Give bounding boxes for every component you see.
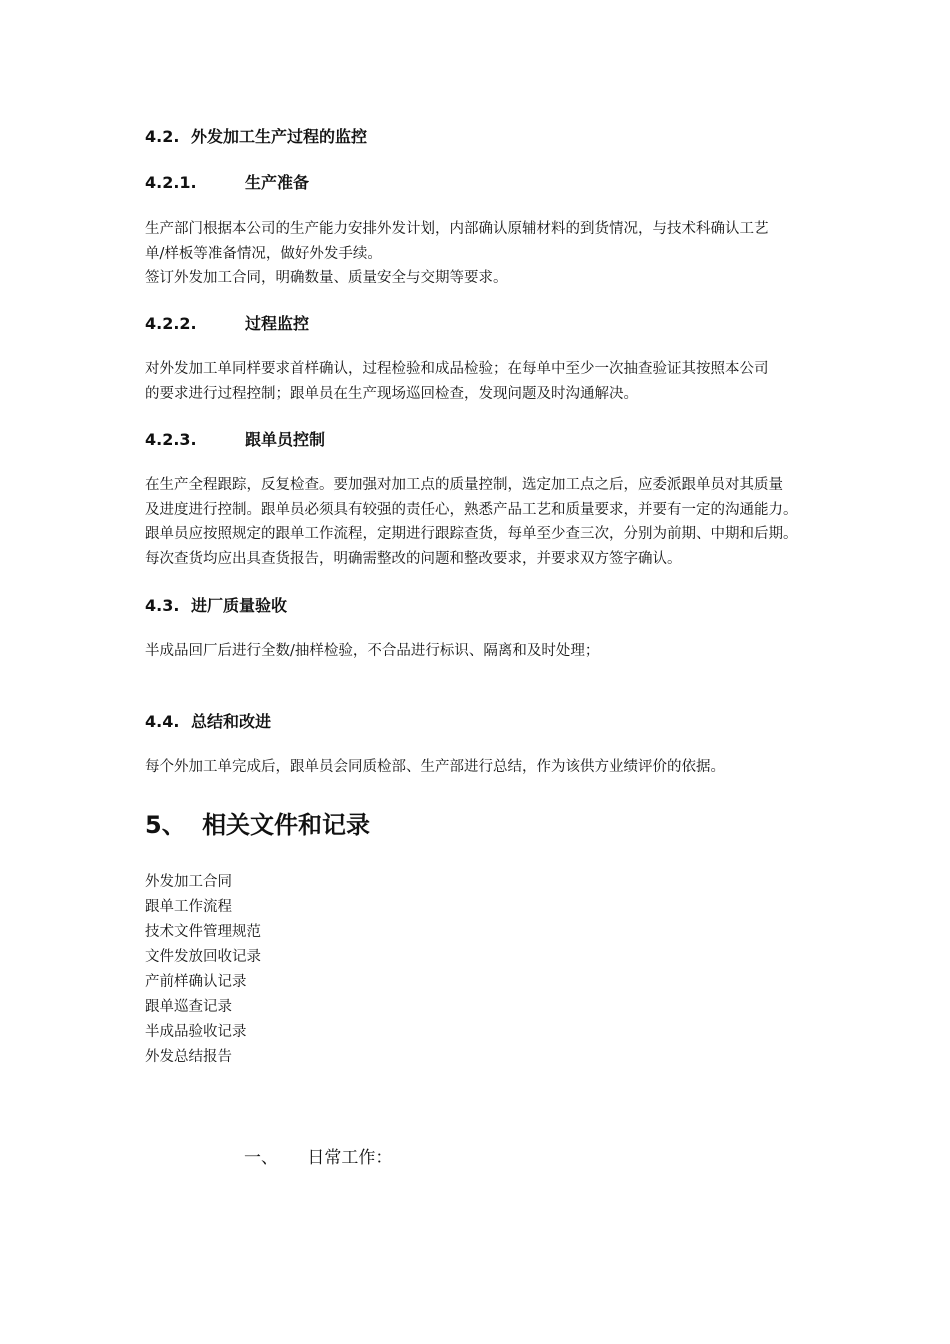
heading-title: 日常工作：: [307, 1148, 393, 1168]
paragraph-line: 及进度进行控制。跟单员必须具有较强的责任心，熟悉产品工艺和质量要求，并要有一定的沟通能力。: [145, 501, 798, 518]
heading-4-2-1: [145, 173, 309, 193]
heading-number: 4.2.2.: [145, 314, 197, 333]
paragraph-line: 跟单员应按照规定的跟单工作流程，定期进行跟踪查货，每单至少查三次，分别为前期、中期和后期。: [145, 526, 798, 542]
heading-title: 总结和改进: [191, 712, 272, 731]
heading-title: 外发加工生产过程的监控: [191, 127, 368, 146]
heading-title: 进厂质量验收: [191, 596, 288, 615]
heading-daily-work: [244, 1147, 392, 1169]
heading-4-2-3: [145, 430, 325, 450]
paragraph-line: 签订外发加工合同，明确数量、质量安全与交期等要求。: [145, 270, 508, 286]
heading-number: 4.3.: [145, 596, 180, 615]
paragraph-line: 生产部门根据本公司的生产能力安排外发计划，内部确认原辅材料的到货情况，与技术科确认工艺: [145, 221, 769, 237]
heading-number: 4.4.: [145, 712, 180, 731]
heading-number: 4.2.3.: [145, 430, 197, 449]
heading-title: 过程监控: [245, 314, 310, 333]
paragraph-line: 每次查货均应出具查货报告，明确需整改的问题和整改要求，并要求双方签字确认。: [145, 550, 682, 567]
paragraph-4-3: [145, 639, 885, 664]
list-item: 产前样确认记录: [145, 974, 247, 990]
heading-4-3: [145, 596, 287, 616]
heading-4-2-2: [145, 314, 309, 334]
heading-4-2: [145, 127, 367, 147]
paragraph-4-2-2: [145, 357, 885, 406]
paragraph-4-2-3: [145, 473, 885, 571]
paragraph-line: 半成品回厂后进行全数/抽样检验，不合品进行标识、隔离和及时处理；: [145, 643, 600, 659]
paragraph-4-2-1: [145, 217, 885, 291]
paragraph-line: 每个外加工单完成后，跟单员会同质检部、生产部进行总结，作为该供方业绩评价的依据。: [145, 759, 725, 775]
heading-4-4: [145, 712, 271, 732]
heading-title: 相关文件和记录: [202, 811, 371, 839]
list-item: 跟单巡查记录: [145, 999, 232, 1015]
paragraph-line: 单/样板等准备情况，做好外发手续。: [145, 245, 382, 262]
heading-title: 生产准备: [245, 173, 310, 192]
paragraph-line: 在生产全程跟踪，反复检查。要加强对加工点的质量控制，选定加工点之后，应委派跟单员对其质量: [145, 477, 783, 493]
heading-number: 4.2.1.: [145, 173, 197, 192]
related-documents-list: [145, 870, 261, 1070]
heading-number: 5、: [145, 811, 186, 839]
heading-number: 一、: [244, 1148, 278, 1168]
heading-number: 4.2.: [145, 127, 180, 146]
list-item: 外发加工合同: [145, 874, 232, 890]
paragraph-line: 的要求进行过程控制；跟单员在生产现场巡回检查，发现问题及时沟通解决。: [145, 385, 638, 402]
heading-title: 跟单员控制: [245, 430, 326, 449]
heading-5: [145, 810, 370, 840]
list-item: 文件发放回收记录: [145, 949, 261, 965]
paragraph-line: 对外发加工单同样要求首样确认，过程检验和成品检验；在每单中至少一次抽查验证其按照本公司: [145, 361, 769, 377]
paragraph-4-4: [145, 755, 885, 780]
list-item: 技术文件管理规范: [145, 924, 261, 940]
list-item: 跟单工作流程: [145, 899, 232, 915]
list-item: 半成品验收记录: [145, 1024, 247, 1040]
list-item: 外发总结报告: [145, 1049, 232, 1065]
